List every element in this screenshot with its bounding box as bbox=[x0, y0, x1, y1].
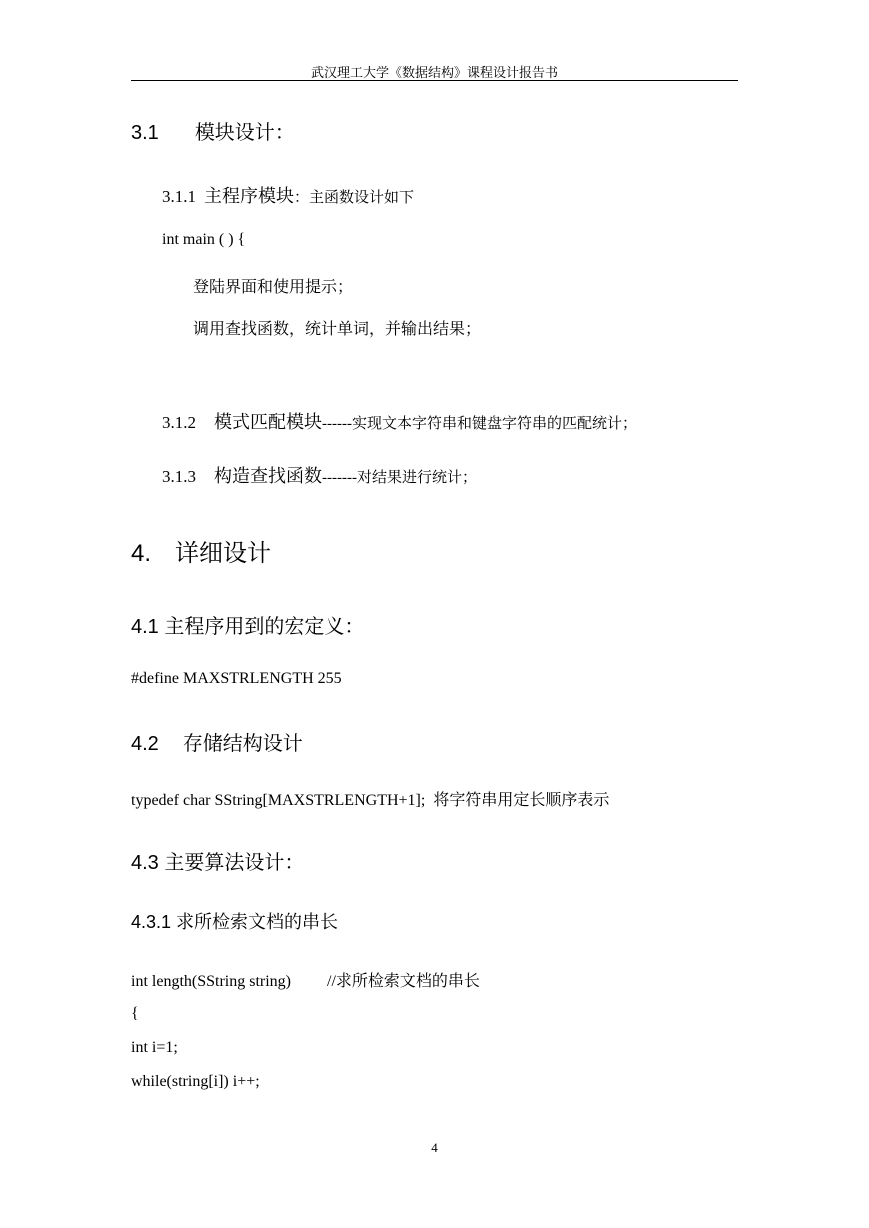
code-line: #define MAXSTRLENGTH 255 bbox=[131, 670, 342, 687]
section-4-1-heading: 4.1 主程序用到的宏定义： bbox=[131, 616, 365, 638]
section-desc: -------对结果进行统计； bbox=[322, 470, 477, 486]
section-title: 存储结构设计 bbox=[182, 733, 303, 755]
section-title: 构造查找函数 bbox=[214, 466, 322, 486]
section-number: 3.1 bbox=[131, 122, 159, 144]
section-number: 4.2 bbox=[131, 733, 159, 755]
section-4-2-heading bbox=[131, 727, 303, 756]
section-title: 模块设计： bbox=[194, 122, 295, 144]
section-number: 3.1.1 bbox=[162, 187, 196, 206]
section-number: 3.1.2 bbox=[162, 413, 196, 432]
page-number: 4 bbox=[431, 1140, 438, 1155]
code-line: while(string[i]) i++; bbox=[131, 1073, 260, 1090]
code-line: int i=1; bbox=[131, 1039, 178, 1056]
section-4-3-heading: 4.3 主要算法设计： bbox=[131, 852, 305, 874]
code-text: int length(SString string) bbox=[131, 973, 291, 990]
code-line: { bbox=[131, 1005, 139, 1022]
code-line bbox=[131, 968, 480, 991]
code-note: 将字符串用定长顺序表示 bbox=[433, 792, 610, 809]
section-3-1-2-heading bbox=[162, 408, 637, 434]
section-title: 模式匹配模块 bbox=[214, 412, 322, 432]
section-title: 详细设计 bbox=[175, 540, 272, 567]
page-header: 武汉理工大学《数据结构》课程设计报告书 bbox=[310, 65, 558, 80]
code-line: 调用查找函数，统计单词，并输出结果； bbox=[193, 321, 482, 338]
code-comment: //求所检索文档的串长 bbox=[327, 973, 480, 990]
code-line: int main ( ) { bbox=[162, 231, 246, 248]
code-line: 登陆界面和使用提示； bbox=[193, 279, 354, 296]
section-title: 主程序模块 bbox=[204, 186, 294, 206]
section-desc: ：主函数设计如下 bbox=[294, 189, 415, 206]
section-3-1-3-heading bbox=[162, 462, 477, 488]
code-line bbox=[131, 787, 609, 810]
section-number: 3.1.3 bbox=[162, 467, 196, 486]
section-3-1-1-heading bbox=[162, 182, 414, 208]
section-number: 4. bbox=[131, 540, 152, 567]
section-4-3-1-heading: 4.3.1 求所检索文档的串长 bbox=[131, 912, 339, 932]
section-4-heading bbox=[131, 533, 271, 568]
header-rule bbox=[131, 80, 738, 81]
section-desc: ------实现文本字符串和键盘字符串的匹配统计； bbox=[322, 416, 637, 432]
code-text: typedef char SString[MAXSTRLENGTH+1]; bbox=[131, 792, 426, 809]
section-3-1-heading bbox=[131, 116, 295, 145]
